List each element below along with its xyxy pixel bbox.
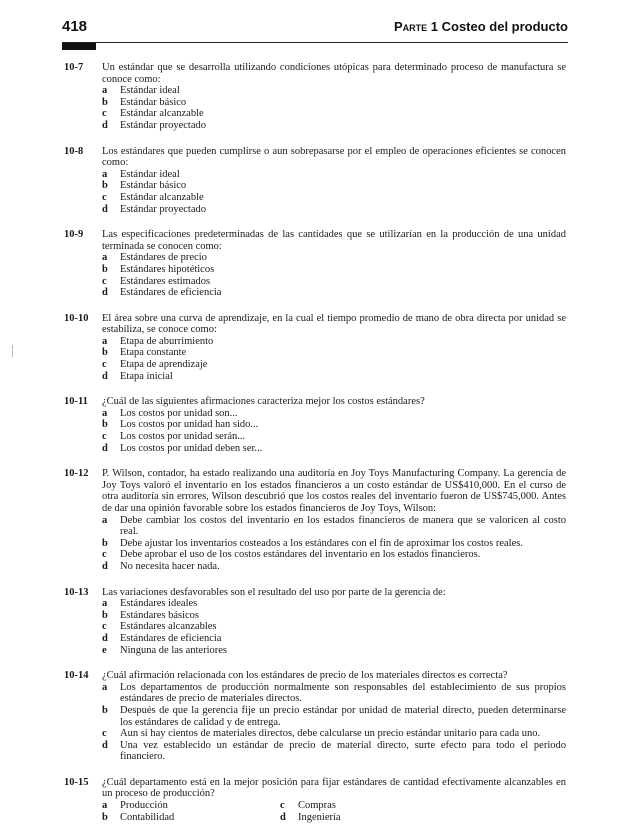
- part-label: Parte 1: [393, 19, 438, 34]
- answer-option: [102, 515, 566, 538]
- option-text: Debe cambiar los costos del inventario en los estados financieros de manera que se valoricen al costo real.: [120, 514, 566, 538]
- option-text: Los costos por unidad son...: [120, 407, 238, 419]
- answer-option-row: [102, 800, 566, 812]
- option-letter: b: [102, 347, 108, 359]
- option-letter: a: [102, 407, 108, 419]
- answer-option: [102, 610, 566, 622]
- option-letter: a: [102, 168, 108, 180]
- option-letter: a: [102, 514, 108, 526]
- option-text: Estándares de eficiencia: [120, 287, 222, 299]
- option-text: Estándar ideal: [120, 85, 180, 97]
- answer-option: [102, 549, 566, 561]
- option-text: Estándares básicos: [120, 609, 200, 621]
- option-letter: c: [102, 549, 107, 561]
- answer-option: [102, 264, 566, 276]
- option-text: Aun si hay cientos de materiales directos, debe calcularse un precio estándar unitario para cada uno.: [120, 728, 541, 740]
- option-text: Estándares ideales: [120, 598, 198, 610]
- answer-option: [102, 169, 566, 181]
- option-text: Etapa inicial: [120, 370, 173, 382]
- answer-option: [102, 204, 566, 216]
- option-text: Etapa de aprendizaje: [120, 359, 208, 371]
- answer-option: [102, 682, 566, 705]
- question-item: [64, 670, 566, 763]
- option-letter: d: [102, 203, 108, 215]
- answer-option: [102, 621, 566, 633]
- option-letter: c: [102, 431, 107, 443]
- option-letter: c: [102, 275, 107, 287]
- question-body: [102, 313, 566, 383]
- option-text: Estándares de eficiencia: [120, 632, 222, 644]
- answer-option: [102, 538, 566, 550]
- answer-option: [102, 359, 566, 371]
- answer-option-row: [102, 812, 566, 824]
- question-text: Las variaciones desfavorables son el resultado del uso por parte de la gerencia de:: [102, 586, 446, 598]
- answer-option: [102, 800, 280, 812]
- question-item: [64, 313, 566, 383]
- option-letter: c: [102, 621, 107, 633]
- option-text: Estándar alcanzable: [120, 191, 204, 203]
- question-text: Los estándares que pueden cumplirse o aun sobrepasarse por el empleo de operaciones eficientes se conocen como:: [102, 145, 566, 169]
- option-letter: c: [102, 359, 107, 371]
- option-letter: b: [102, 180, 108, 192]
- option-text: Contabilidad: [120, 811, 175, 823]
- option-letter: b: [102, 96, 108, 108]
- question-item: [64, 62, 566, 132]
- option-text: Estándar alcanzable: [120, 108, 204, 120]
- option-text: Ingeniería: [298, 811, 341, 823]
- running-head: [394, 19, 568, 34]
- option-text: Estándares hipotéticos: [120, 263, 215, 275]
- question-number: 10-15: [64, 776, 89, 788]
- answer-option: [280, 812, 341, 824]
- answer-option: [102, 85, 566, 97]
- answer-option: [102, 431, 566, 443]
- option-text: Etapa de aburrimiento: [120, 335, 214, 347]
- option-text: Estándar ideal: [120, 168, 180, 180]
- answer-option: [102, 371, 566, 383]
- option-letter: d: [102, 119, 108, 131]
- option-letter: a: [102, 252, 108, 264]
- option-text: Los costos por unidad deben ser...: [120, 442, 263, 454]
- option-letter: b: [102, 419, 108, 431]
- question-body: [102, 146, 566, 216]
- option-text: Los costos por unidad serán...: [120, 431, 246, 443]
- answer-option: [102, 419, 566, 431]
- option-letter: d: [280, 811, 286, 823]
- option-letter: d: [102, 739, 108, 751]
- answer-option: [102, 728, 566, 740]
- option-letter: a: [102, 800, 108, 812]
- option-text: Debe aprobar el uso de los costos estándares del inventario en los estados financieros.: [120, 549, 481, 561]
- answer-option: [102, 97, 566, 109]
- option-letter: c: [102, 191, 107, 203]
- option-letter: c: [102, 728, 107, 740]
- question-number: 10-7: [64, 62, 84, 73]
- option-letter: b: [102, 537, 108, 549]
- option-text: Ninguna de las anteriores: [120, 644, 228, 656]
- answer-option: [102, 252, 566, 264]
- answer-option: [102, 633, 566, 645]
- option-letter: d: [102, 287, 108, 299]
- option-letter: b: [102, 811, 108, 823]
- option-text: Estándar proyectado: [120, 119, 207, 131]
- question-item: [64, 587, 566, 657]
- option-text: Una vez establecido un estándar de precio de material directo, surte efecto para todo el periodo financiero.: [120, 739, 566, 763]
- question-body: [102, 587, 566, 657]
- answer-option: [102, 180, 566, 192]
- question-number: 10-13: [64, 586, 89, 598]
- option-text: Los costos por unidad han sido...: [120, 419, 259, 431]
- answer-option: [102, 408, 566, 420]
- question-body: [102, 777, 566, 823]
- option-text: Debe ajustar los inventarios costeados a los estándares con el fin de aproximar los costos reales.: [120, 537, 523, 549]
- option-letter: d: [102, 632, 108, 644]
- answer-option: [102, 192, 566, 204]
- question-text: P. Wilson, contador, ha estado realizando una auditoría en Joy Toys Manufacturing Company. La gerencia de Joy Toys valoró el inventario en los estados financieros a un costo estándar de US$410,000. En el curso de otra auditoría sin errores, Wilson descubrió que los costos reales del inventario fueron de US$745,000. Antes de dar una opinión favorable sobre los estados financieros de Joy Toys, Wilson:: [102, 468, 566, 514]
- questions-list: [64, 62, 566, 837]
- answer-option: [102, 705, 566, 728]
- answer-option: [102, 120, 566, 132]
- answer-option: [102, 598, 566, 610]
- question-body: [102, 62, 566, 132]
- answer-option: [102, 108, 566, 120]
- option-letter: b: [102, 263, 108, 275]
- question-item: [64, 468, 566, 572]
- question-item: [64, 396, 566, 454]
- question-number: 10-12: [64, 468, 89, 480]
- answer-option: [280, 800, 336, 812]
- header-rule: [62, 42, 568, 43]
- answer-option: [102, 336, 566, 348]
- option-letter: a: [102, 681, 108, 693]
- question-item: [64, 777, 566, 823]
- option-text: Estándares alcanzables: [120, 621, 217, 633]
- question-text: Las especificaciones predeterminadas de las cantidades que se utilizarían en la producción de una unidad terminada se conocen como:: [102, 229, 566, 252]
- question-number: 10-9: [64, 229, 84, 241]
- question-text: ¿Cuál departamento está en la mejor posición para fijar estándares de cantidad efectivamente alcanzables en un proceso de producción?: [102, 776, 566, 800]
- option-text: Después de que la gerencia fije un precio estándar por unidad de material directo, pueden determinarse los estándares de calidad y de entrega.: [120, 704, 566, 728]
- page-number: 418: [62, 18, 88, 35]
- answer-option: [102, 812, 280, 824]
- question-body: [102, 229, 566, 299]
- answer-option: [102, 276, 566, 288]
- option-letter: c: [280, 800, 285, 812]
- question-text: ¿Cuál afirmación relacionada con los estándares de precio de los materiales directos es correcta?: [102, 670, 508, 682]
- question-body: [102, 396, 566, 454]
- question-number: 10-14: [64, 670, 89, 682]
- question-number: 10-8: [64, 145, 84, 157]
- option-letter: d: [102, 370, 108, 382]
- question-body: [102, 670, 566, 763]
- option-text: Estándares estimados: [120, 275, 211, 287]
- answer-option: [102, 740, 566, 763]
- question-item: [64, 146, 566, 216]
- option-text: Compras: [298, 800, 336, 812]
- option-text: Estándar básico: [120, 96, 187, 108]
- option-letter: d: [102, 442, 108, 454]
- option-text: Estándar proyectado: [120, 203, 207, 215]
- header-rule-block: [62, 43, 96, 50]
- answer-option: [102, 347, 566, 359]
- option-text: Estándar básico: [120, 180, 187, 192]
- answer-option: [102, 443, 566, 455]
- question-text: Un estándar que se desarrolla utilizando condiciones utópicas para determinado proceso de manufactura se conoce como:: [102, 62, 566, 85]
- option-letter: a: [102, 85, 108, 97]
- question-text: El área sobre una curva de aprendizaje, en la cual el tiempo promedio de mano de obra directa por unidad se estabiliza, se conoce como:: [102, 312, 566, 336]
- answer-option: [102, 287, 566, 299]
- option-letter: d: [102, 560, 108, 572]
- question-item: [64, 229, 566, 299]
- option-text: No necesita hacer nada.: [120, 560, 220, 572]
- option-letter: c: [102, 108, 107, 120]
- option-text: Estándares de precio: [120, 252, 207, 264]
- option-text: Los departamentos de producción normalmente son responsables del establecimiento de sus propios estándares de precio de materiales directos.: [120, 681, 566, 705]
- question-body: [102, 468, 566, 572]
- question-number: 10-10: [64, 312, 89, 324]
- part-title: Costeo del producto: [441, 19, 568, 34]
- option-letter: b: [102, 609, 108, 621]
- margin-mark: [12, 345, 13, 357]
- option-letter: e: [102, 644, 107, 656]
- question-text: ¿Cuál de las siguientes afirmaciones caracteriza mejor los costos estándares?: [102, 396, 425, 408]
- answer-option: [102, 645, 566, 657]
- option-text: Etapa constante: [120, 347, 187, 359]
- page-header: [62, 16, 568, 38]
- answer-option: [102, 561, 566, 573]
- option-letter: a: [102, 598, 108, 610]
- option-letter: a: [102, 335, 108, 347]
- question-number: 10-11: [64, 396, 88, 408]
- option-letter: b: [102, 704, 108, 716]
- option-text: Producción: [120, 800, 168, 812]
